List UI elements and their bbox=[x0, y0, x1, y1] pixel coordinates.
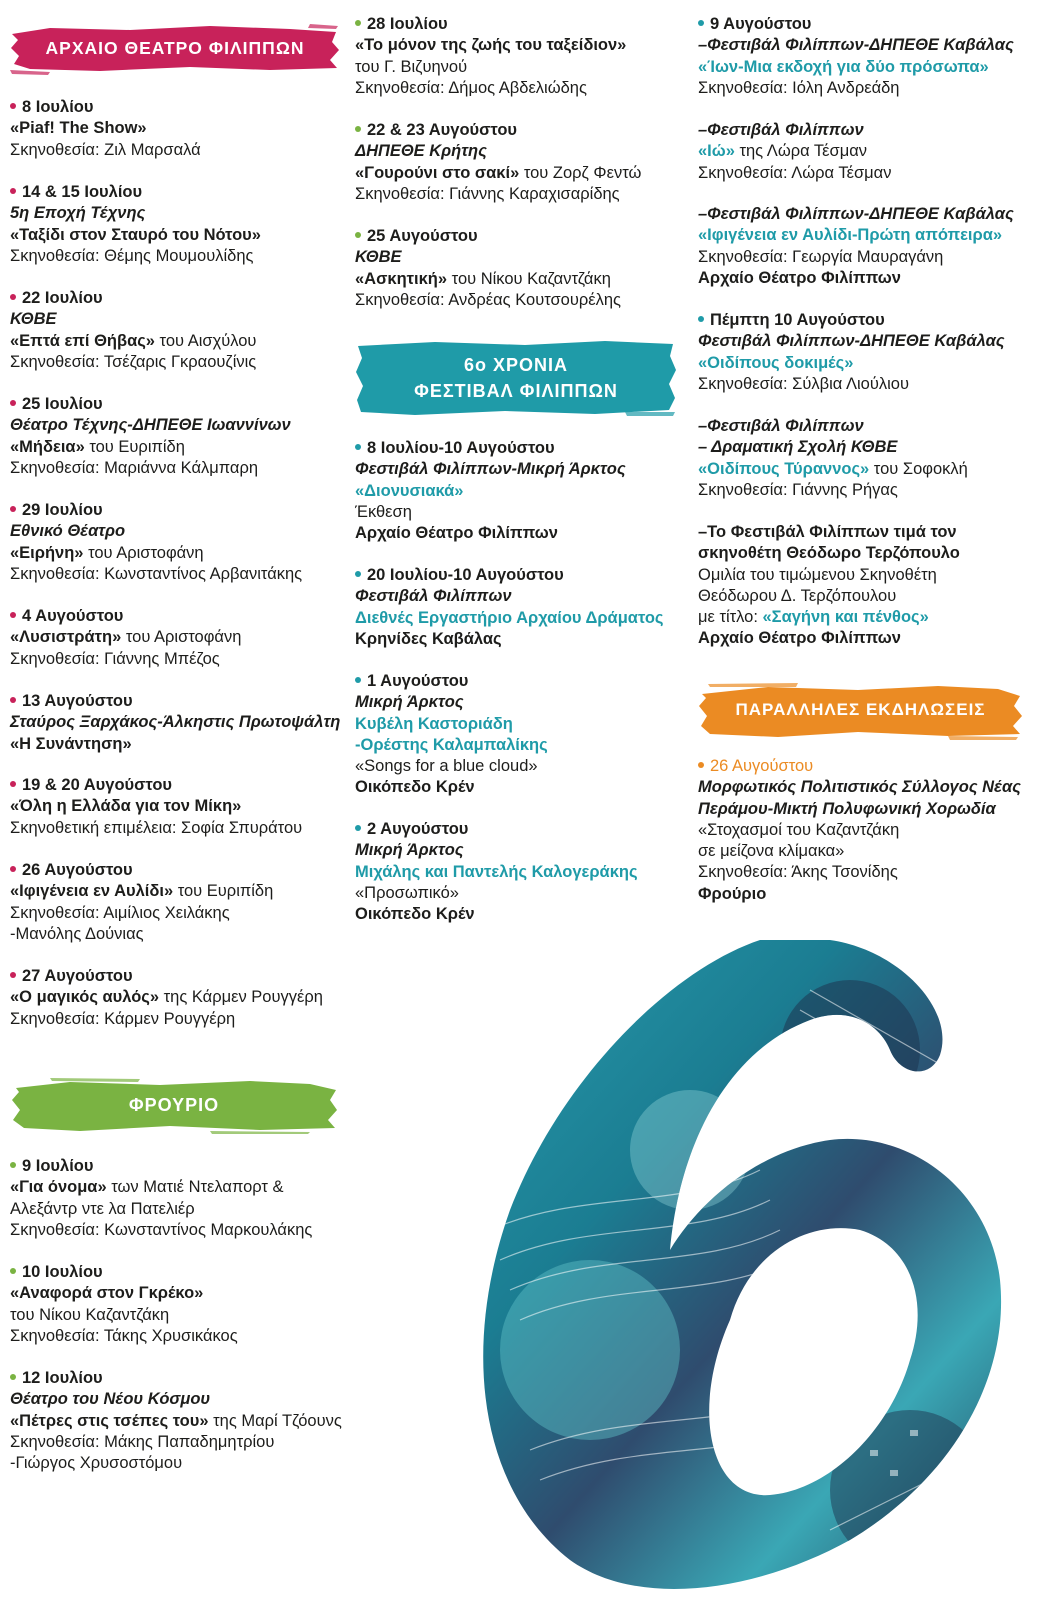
banner-ancient-theatre bbox=[10, 20, 340, 76]
event-title: «Ιφιγένεια εν Αυλίδι-Πρώτη απόπειρα» bbox=[698, 226, 1003, 245]
event-title: «Ίων-Μια εκδοχή για δύο πρόσωπα» bbox=[698, 57, 989, 76]
event-date: 22 Ιουλίου bbox=[10, 288, 350, 309]
event-item bbox=[355, 226, 695, 311]
event-director: Σκηνοθεσία: Ανδρέας Κουτσουρέλης bbox=[355, 290, 622, 309]
event-date: 22 & 23 Αυγούστου bbox=[355, 120, 695, 141]
event-title: Διεθνές Εργαστήριο Αρχαίου Δράματος bbox=[355, 608, 664, 627]
event-title-line: «Λυσιστράτη» του Αριστοφάνη bbox=[10, 628, 242, 647]
event-item bbox=[10, 606, 350, 670]
event-producer: ΚΘΒΕ bbox=[10, 310, 57, 329]
banner-parallel-events bbox=[698, 680, 1023, 740]
bullet-dot bbox=[698, 762, 704, 768]
event-title: «Όλη η Ελλάδα για τον Μίκη» bbox=[10, 797, 242, 816]
event-title: «Songs for a blue cloud» bbox=[355, 757, 538, 776]
event-director: Σκηνοθεσία: Αιμίλιος Χειλάκης bbox=[10, 903, 230, 922]
event-date: 26 Αυγούστου bbox=[10, 860, 350, 881]
event-producer: Φεστιβάλ Φιλίππων-ΔΗΠΕΘΕ Καβάλας bbox=[698, 332, 1005, 351]
event-title: «Αναφορά στον Γκρέκο» bbox=[10, 1284, 204, 1303]
event-director: Σκηνοθεσία: Ιόλη Ανδρεάδη bbox=[698, 78, 900, 97]
event-title: «Οιδίπους δοκιμές» bbox=[698, 353, 854, 372]
event-venue: Αρχαίο Θέατρο Φιλίππων bbox=[698, 629, 901, 648]
event-item bbox=[355, 438, 695, 544]
event-title-cont: σε μείζονα κλίμακα» bbox=[698, 842, 845, 861]
event-headline-cont: σκηνοθέτη Θεόδωρο Τερζόπουλο bbox=[698, 544, 960, 563]
event-title-line: «Ιφιγένεια εν Αυλίδι» του Ευριπίδη bbox=[10, 882, 274, 901]
event-date: 10 Ιουλίου bbox=[10, 1262, 350, 1283]
event-title-line: «Για όνομα» των Ματιέ Ντελαπορτ & bbox=[10, 1178, 284, 1197]
event-type: Έκθεση bbox=[355, 502, 412, 521]
event-director: Σκηνοθετική επιμέλεια: Σοφία Σπυράτου bbox=[10, 818, 303, 837]
event-date: 26 Αυγούστου bbox=[698, 756, 1043, 777]
event-director: Σκηνοθεσία: Ζιλ Μαρσαλά bbox=[10, 140, 201, 159]
event-venue: Φρούριο bbox=[698, 884, 767, 903]
event-date: 27 Αυγούστου bbox=[10, 966, 350, 987]
event-title: «Ταξίδι στον Σταυρό του Νότου» bbox=[10, 225, 261, 244]
event-item bbox=[355, 671, 695, 799]
event-description: Ομιλία του τιμώμενου Σκηνοθέτη bbox=[698, 565, 937, 584]
banner-title-line-2: ΦΕΣΤΙΒΑΛ ΦΙΛΙΠΠΩΝ bbox=[414, 381, 618, 401]
event-date: 14 & 15 Ιουλίου bbox=[10, 182, 350, 203]
banner-title: ΠΑΡΑΛΛΗΛΕΣ ΕΚΔΗΛΩΣΕΙΣ bbox=[735, 700, 986, 719]
event-producer: Μικρή Άρκτος bbox=[355, 841, 464, 860]
event-date: 8 Ιουλίου-10 Αυγούστου bbox=[355, 438, 695, 459]
number-six-watercolor-art bbox=[430, 930, 1030, 1600]
event-date: 25 Ιουλίου bbox=[10, 394, 350, 415]
event-title-line: «Ασκητική» του Νίκου Καζαντζάκη bbox=[355, 269, 611, 288]
event-item bbox=[10, 1156, 350, 1241]
banner-frourio bbox=[10, 1076, 338, 1134]
event-director: Σκηνοθεσία: Θέμης Μουμουλίδης bbox=[10, 246, 254, 265]
event-item bbox=[355, 120, 695, 205]
event-date: 2 Αυγούστου bbox=[355, 819, 695, 840]
event-venue: Αρχαίο Θέατρο Φιλίππων bbox=[355, 524, 558, 543]
banner-title: ΦΡΟΥΡΙΟ bbox=[128, 1095, 220, 1115]
bullet-dot bbox=[10, 294, 16, 300]
event-producer: Φεστιβάλ Φιλίππων-Μικρή Άρκτος bbox=[355, 460, 626, 479]
event-director: Σκηνοθεσία: Γιάννης Μπέζος bbox=[10, 649, 220, 668]
event-title-line: «Επτά επί Θήβας» του Αισχύλου bbox=[10, 331, 257, 350]
event-date: 29 Ιουλίου bbox=[10, 500, 350, 521]
event-producer: –Φεστιβάλ Φιλίππων-ΔΗΠΕΘΕ Καβάλας bbox=[698, 205, 1014, 223]
event-item bbox=[10, 860, 350, 945]
event-item bbox=[10, 288, 350, 373]
event-description-cont: Θεόδωρου Δ. Τερζόπουλου bbox=[698, 586, 897, 605]
event-director: Σκηνοθεσία: Γιάννης Καραχισαρίδης bbox=[355, 184, 620, 203]
event-director: Σκηνοθεσία: Κωνσταντίνος Αρβανιτάκης bbox=[10, 564, 303, 583]
banner-title: ΑΡΧΑΙΟ ΘΕΑΤΡΟ ΦΙΛΙΠΠΩΝ bbox=[45, 38, 305, 58]
event-director: Σκηνοθεσία: Δήμος Αβδελιώδης bbox=[355, 78, 587, 97]
event-item bbox=[10, 97, 350, 161]
event-producer: Μορφωτικός Πολιτιστικός Σύλλογος Νέας bbox=[698, 778, 1021, 797]
bullet-dot bbox=[355, 444, 361, 450]
event-title: «Piaf! The Show» bbox=[10, 119, 147, 138]
banner-title-block bbox=[414, 352, 618, 404]
bullet-dot bbox=[355, 126, 361, 132]
event-date: 4 Αυγούστου bbox=[10, 606, 350, 627]
event-venue: Οικόπεδο Κρέν bbox=[355, 778, 475, 797]
bullet-dot bbox=[10, 103, 16, 109]
event-date: 19 & 20 Αυγούστου bbox=[10, 775, 350, 796]
event-producer: Θέατρο Τέχνης-ΔΗΠΕΘΕ Ιωαννίνων bbox=[10, 416, 291, 435]
banner-sixty-years bbox=[355, 340, 677, 416]
event-director: Σκηνοθεσία: Γιάννης Ρήγας bbox=[698, 480, 898, 499]
bullet-dot bbox=[355, 232, 361, 238]
bullet-dot bbox=[10, 697, 16, 703]
event-producer-cont: – Δραματική Σχολή ΚΘΒΕ bbox=[698, 438, 898, 457]
event-venue: Κρηνίδες Καβάλας bbox=[355, 629, 502, 648]
bullet-dot bbox=[355, 20, 361, 26]
event-title-line: «Ειρήνη» του Αριστοφάνη bbox=[10, 543, 204, 562]
event-date: 25 Αυγούστου bbox=[355, 226, 695, 247]
event-item bbox=[10, 775, 350, 839]
event-title-line: «Πέτρες στις τσέπες του» της Μαρί Τζόουνς bbox=[10, 1411, 342, 1430]
event-title: «Προσωπικό» bbox=[355, 883, 459, 902]
bullet-dot bbox=[10, 1162, 16, 1168]
event-item bbox=[10, 691, 350, 755]
event-author: του Νίκου Καζαντζάκη bbox=[10, 1305, 170, 1324]
event-date: 20 Ιουλίου-10 Αυγούστου bbox=[355, 565, 695, 586]
event-producer: Σταύρος Ξαρχάκος-Άλκηστις Πρωτοψάλτη bbox=[10, 713, 341, 732]
event-title: «Διονυσιακά» bbox=[355, 481, 464, 500]
event-item bbox=[698, 14, 1043, 99]
event-director: Σκηνοθεσία: Μαριάννα Κάλμπαρη bbox=[10, 458, 259, 477]
event-date: 9 Αυγούστου bbox=[698, 14, 1043, 35]
event-title-line: «Γουρούνι στο σακί» του Ζορζ Φεντώ bbox=[355, 163, 642, 182]
event-headline: –Το Φεστιβάλ Φιλίππων τιμά τον bbox=[698, 523, 957, 541]
event-item bbox=[10, 966, 350, 1030]
event-title: «Στοχασμοί του Καζαντζάκη bbox=[698, 820, 900, 839]
event-item bbox=[698, 204, 1043, 289]
event-item bbox=[698, 756, 1043, 905]
event-artist: Κυβέλη Καστοριάδη bbox=[355, 714, 513, 733]
event-item bbox=[355, 565, 695, 650]
event-date: 1 Αυγούστου bbox=[355, 671, 695, 692]
event-item bbox=[698, 416, 1043, 501]
event-producer: –Φεστιβάλ Φιλίππων bbox=[698, 121, 864, 139]
event-director-cont: -Γιώργος Χρυσοστόμου bbox=[10, 1454, 183, 1473]
event-director: Σκηνοθεσία: Τάκης Χρυσικάκος bbox=[10, 1326, 238, 1345]
event-director: Σκηνοθεσία: Λώρα Τέσμαν bbox=[698, 163, 892, 182]
event-date: 28 Ιουλίου bbox=[355, 14, 695, 35]
banner-title-line-1: 6ο ΧΡΟΝΙΑ bbox=[463, 355, 568, 375]
bullet-dot bbox=[698, 20, 704, 26]
bullet-dot bbox=[10, 1268, 16, 1274]
event-item bbox=[10, 1262, 350, 1347]
bullet-dot bbox=[355, 677, 361, 683]
event-title-line: «Ο μαγικός αυλός» της Κάρμεν Ρουγγέρη bbox=[10, 988, 323, 1007]
event-title: «Η Συνάντηση» bbox=[10, 734, 132, 753]
event-producer: ΔΗΠΕΘΕ Κρήτης bbox=[355, 142, 487, 161]
event-date: Πέμπτη 10 Αυγούστου bbox=[698, 310, 1043, 331]
event-artist: Μιχάλης και Παντελής Καλογεράκης bbox=[355, 862, 638, 881]
event-item bbox=[698, 120, 1043, 184]
event-title: «Το μόνον της ζωής του ταξείδιον» bbox=[355, 36, 627, 55]
event-item bbox=[10, 500, 350, 585]
event-director: Σκηνοθεσία: Άκης Τσονίδης bbox=[698, 863, 898, 882]
bullet-dot bbox=[10, 400, 16, 406]
event-author: του Γ. Βιζυηνού bbox=[355, 57, 468, 76]
event-producer-cont: Περάμου-Μικτή Πολυφωνική Χορωδία bbox=[698, 799, 996, 818]
event-director: Σκηνοθεσία: Τσέζαρις Γκραουζίνις bbox=[10, 352, 257, 371]
event-director: Σκηνοθεσία: Κωνσταντίνος Μαρκουλάκης bbox=[10, 1220, 313, 1239]
event-date: 12 Ιουλίου bbox=[10, 1368, 350, 1389]
bullet-dot bbox=[10, 1374, 16, 1380]
event-artist-cont: -Ορέστης Καλαμπαλίκης bbox=[355, 735, 548, 754]
event-producer: ΚΘΒΕ bbox=[355, 248, 402, 267]
bullet-dot bbox=[10, 866, 16, 872]
bullet-dot bbox=[10, 972, 16, 978]
event-director: Σκηνοθεσία: Κάρμεν Ρουγγέρη bbox=[10, 1009, 236, 1028]
bullet-dot bbox=[355, 825, 361, 831]
event-director: Σκηνοθεσία: Γεωργία Μαυραγάνη bbox=[698, 247, 944, 266]
event-item bbox=[10, 394, 350, 479]
event-item bbox=[355, 14, 695, 99]
event-title-line: με τίτλο: «Σαγήνη και πένθος» bbox=[698, 608, 929, 627]
event-director: Σκηνοθεσία: Μάκης Παπαδημητρίου bbox=[10, 1432, 275, 1451]
event-director-cont: -Μανόλης Δούνιας bbox=[10, 924, 144, 943]
bullet-dot bbox=[10, 612, 16, 618]
event-item bbox=[355, 819, 695, 925]
event-producer: –Φεστιβάλ Φιλίππων-ΔΗΠΕΘΕ Καβάλας bbox=[698, 36, 1014, 55]
event-producer: Εθνικό Θέατρο bbox=[10, 522, 126, 541]
event-director: Σκηνοθεσία: Σύλβια Λιούλιου bbox=[698, 374, 910, 393]
event-title-line: «Οιδίπους Τύραννος» του Σοφοκλή bbox=[698, 459, 968, 478]
bullet-dot bbox=[10, 781, 16, 787]
event-date: 13 Αυγούστου bbox=[10, 691, 350, 712]
event-item bbox=[698, 522, 1043, 650]
event-date: 8 Ιουλίου bbox=[10, 97, 350, 118]
bullet-dot bbox=[10, 188, 16, 194]
bullet-dot bbox=[698, 316, 704, 322]
bullet-dot bbox=[355, 571, 361, 577]
event-producer: Φεστιβάλ Φιλίππων bbox=[355, 587, 512, 606]
event-title-line: «Ιώ» της Λώρα Τέσμαν bbox=[698, 142, 868, 161]
event-venue: Αρχαίο Θέατρο Φιλίππων bbox=[698, 268, 901, 287]
event-producer: Μικρή Άρκτος bbox=[355, 693, 464, 712]
event-producer: Θέατρο του Νέου Κόσμου bbox=[10, 1390, 211, 1409]
event-producer: 5η Εποχή Τέχνης bbox=[10, 204, 146, 223]
event-item bbox=[10, 1368, 350, 1474]
event-producer: –Φεστιβάλ Φιλίππων bbox=[698, 417, 864, 435]
event-title-line: «Μήδεια» του Ευριπίδη bbox=[10, 437, 185, 456]
event-date: 9 Ιουλίου bbox=[10, 1156, 350, 1177]
event-item bbox=[10, 182, 350, 267]
event-venue: Οικόπεδο Κρέν bbox=[355, 905, 475, 924]
event-author-cont: Αλεξάντρ ντε λα Πατελιέρ bbox=[10, 1199, 195, 1218]
bullet-dot bbox=[10, 506, 16, 512]
event-item bbox=[698, 310, 1043, 395]
